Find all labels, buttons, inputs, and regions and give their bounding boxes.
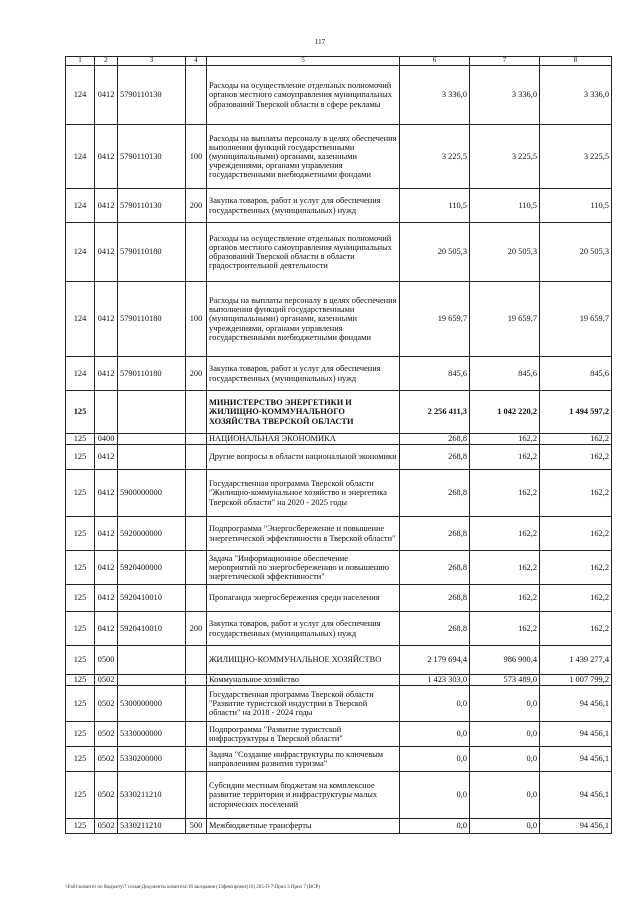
- cell-amount-col8: 94 456,1: [540, 722, 612, 747]
- cell-section-code: 0502: [95, 747, 118, 772]
- cell-amount-col6: 845,6: [400, 357, 470, 391]
- header-cell-8: 8: [540, 57, 612, 66]
- cell-expense-type: 500: [186, 819, 207, 834]
- cell-description: НАЦИОНАЛЬНАЯ ЭКОНОМИКА: [207, 434, 400, 445]
- table-row: [66, 612, 612, 646]
- cell-amount-col6: 2 256 411,3: [400, 391, 470, 434]
- cell-amount-col8: 162,2: [540, 585, 612, 612]
- cell-chapter-code: 125: [66, 772, 95, 819]
- table-row: [66, 551, 612, 585]
- cell-description: Расходы на осуществление отдельных полномочий органов местного самоуправления муниципальных образований Тверской области в сфере рекламы: [207, 66, 400, 125]
- cell-amount-col7: 162,2: [470, 585, 540, 612]
- cell-amount-col6: 3 336,0: [400, 66, 470, 125]
- table-row: [66, 819, 612, 834]
- table-row: [66, 125, 612, 189]
- cell-expense-type: [186, 551, 207, 585]
- table-row: [66, 646, 612, 675]
- table-row: [66, 470, 612, 517]
- cell-description: Расходы на выплаты персоналу в целях обеспечения выполнения функций государственными (муниципальными) органами, казенными учреждениями, органами управления государственными внебюджетными фондами: [207, 125, 400, 189]
- cell-target-article: 5920410010: [118, 612, 186, 646]
- cell-expense-type: 200: [186, 357, 207, 391]
- cell-expense-type: 100: [186, 125, 207, 189]
- cell-amount-col8: 1 439 277,4: [540, 646, 612, 675]
- cell-amount-col7: 3 336,0: [470, 66, 540, 125]
- cell-expense-type: [186, 747, 207, 772]
- table-row: [66, 223, 612, 282]
- cell-amount-col8: 94 456,1: [540, 819, 612, 834]
- cell-section-code: 0502: [95, 772, 118, 819]
- cell-description: Коммунальное хозяйство: [207, 675, 400, 686]
- cell-section-code: 0412: [95, 282, 118, 357]
- cell-chapter-code: 125: [66, 747, 95, 772]
- cell-amount-col7: 1 042 220,2: [470, 391, 540, 434]
- cell-chapter-code: 124: [66, 189, 95, 223]
- cell-chapter-code: 124: [66, 282, 95, 357]
- cell-amount-col7: 0,0: [470, 747, 540, 772]
- cell-amount-col6: 0,0: [400, 686, 470, 722]
- cell-amount-col7: 162,2: [470, 517, 540, 551]
- cell-amount-col8: 20 505,3: [540, 223, 612, 282]
- cell-section-code: 0412: [95, 66, 118, 125]
- cell-amount-col8: 3 336,0: [540, 66, 612, 125]
- cell-amount-col8: 162,2: [540, 612, 612, 646]
- cell-description: Задача "Информационное обеспечение мероприятий по энергосбережению и повышению энергетической эффективности": [207, 551, 400, 585]
- cell-target-article: [118, 675, 186, 686]
- cell-amount-col7: 0,0: [470, 722, 540, 747]
- cell-section-code: [95, 391, 118, 434]
- cell-amount-col6: 0,0: [400, 772, 470, 819]
- cell-description: Государственная программа Тверской области "Жилищно-коммунальное хозяйство и энергетика Тверской области" на 2020 - 2025 годы: [207, 470, 400, 517]
- cell-amount-col6: 3 225,5: [400, 125, 470, 189]
- cell-target-article: 5790110180: [118, 357, 186, 391]
- cell-amount-col8: 162,2: [540, 517, 612, 551]
- table-row: [66, 66, 612, 125]
- footer-file-path: \\Fa01\комитет по бюджету\7 созыв\Документы комитета\16 заседание (13фев\проект(16) 265-П-7\Прил 3 Прил 7 (ВСР): [65, 885, 320, 890]
- table-row: [66, 189, 612, 223]
- cell-section-code: 0400: [95, 434, 118, 445]
- cell-amount-col7: 845,6: [470, 357, 540, 391]
- budget-table: [65, 56, 612, 834]
- cell-amount-col7: 0,0: [470, 772, 540, 819]
- cell-chapter-code: 125: [66, 517, 95, 551]
- cell-expense-type: [186, 772, 207, 819]
- cell-section-code: 0412: [95, 585, 118, 612]
- cell-amount-col7: 0,0: [470, 819, 540, 834]
- cell-expense-type: 200: [186, 612, 207, 646]
- cell-expense-type: [186, 646, 207, 675]
- table-row: [66, 722, 612, 747]
- cell-amount-col7: 162,2: [470, 434, 540, 445]
- cell-expense-type: 200: [186, 189, 207, 223]
- cell-amount-col6: 20 505,3: [400, 223, 470, 282]
- cell-expense-type: [186, 722, 207, 747]
- cell-chapter-code: 125: [66, 585, 95, 612]
- table-row: [66, 686, 612, 722]
- cell-chapter-code: 124: [66, 66, 95, 125]
- cell-target-article: 5920000000: [118, 517, 186, 551]
- header-cell-5: 5: [207, 57, 400, 66]
- cell-target-article: 5920410010: [118, 585, 186, 612]
- cell-amount-col7: 3 225,5: [470, 125, 540, 189]
- cell-target-article: 5330000000: [118, 722, 186, 747]
- cell-description: Межбюджетные трансферты: [207, 819, 400, 834]
- cell-chapter-code: 125: [66, 819, 95, 834]
- cell-description: Расходы на осуществление отдельных полномочий органов местного самоуправления муниципальных образований Тверской области в области градостроительной деятельности: [207, 223, 400, 282]
- cell-amount-col7: 110,5: [470, 189, 540, 223]
- cell-amount-col7: 162,2: [470, 470, 540, 517]
- table-header: [66, 57, 612, 66]
- cell-amount-col8: 162,2: [540, 445, 612, 470]
- cell-chapter-code: 125: [66, 646, 95, 675]
- cell-chapter-code: 124: [66, 357, 95, 391]
- cell-section-code: 0412: [95, 612, 118, 646]
- cell-expense-type: [186, 686, 207, 722]
- header-cell-4: 4: [186, 57, 207, 66]
- cell-amount-col6: 0,0: [400, 747, 470, 772]
- cell-target-article: 5790110130: [118, 189, 186, 223]
- header-cell-2: 2: [95, 57, 118, 66]
- cell-amount-col6: 110,5: [400, 189, 470, 223]
- cell-target-article: 5300000000: [118, 686, 186, 722]
- cell-chapter-code: 125: [66, 445, 95, 470]
- cell-amount-col8: 94 456,1: [540, 747, 612, 772]
- cell-amount-col6: 268,8: [400, 585, 470, 612]
- cell-section-code: 0502: [95, 722, 118, 747]
- cell-expense-type: [186, 585, 207, 612]
- cell-amount-col7: 986 900,4: [470, 646, 540, 675]
- cell-target-article: 5330200000: [118, 747, 186, 772]
- cell-expense-type: [186, 66, 207, 125]
- cell-chapter-code: 124: [66, 125, 95, 189]
- header-cell-6: 6: [400, 57, 470, 66]
- table-row: [66, 391, 612, 434]
- cell-section-code: 0500: [95, 646, 118, 675]
- cell-amount-col8: 3 225,5: [540, 125, 612, 189]
- cell-amount-col8: 94 456,1: [540, 686, 612, 722]
- table-row: [66, 357, 612, 391]
- cell-amount-col8: 162,2: [540, 434, 612, 445]
- cell-chapter-code: 125: [66, 686, 95, 722]
- cell-section-code: 0502: [95, 819, 118, 834]
- cell-description: Пропаганда энергосбережения среди населения: [207, 585, 400, 612]
- cell-amount-col6: 0,0: [400, 819, 470, 834]
- cell-amount-col8: 845,6: [540, 357, 612, 391]
- cell-target-article: 5330211210: [118, 772, 186, 819]
- header-cell-7: 7: [470, 57, 540, 66]
- cell-section-code: 0412: [95, 517, 118, 551]
- table-row: [66, 445, 612, 470]
- header-cell-1: 1: [66, 57, 95, 66]
- cell-expense-type: [186, 445, 207, 470]
- cell-target-article: [118, 646, 186, 675]
- cell-description: Расходы на выплаты персоналу в целях обеспечения выполнения функций государственными (муниципальными) органами, казенными учреждениями, органами управления государственными внебюджетными фондами: [207, 282, 400, 357]
- cell-expense-type: [186, 517, 207, 551]
- page-number: 117: [314, 38, 326, 46]
- cell-amount-col6: 268,8: [400, 612, 470, 646]
- cell-description: Другие вопросы в области национальной экономики: [207, 445, 400, 470]
- cell-expense-type: [186, 434, 207, 445]
- cell-amount-col8: 94 456,1: [540, 772, 612, 819]
- cell-expense-type: [186, 391, 207, 434]
- cell-section-code: 0412: [95, 357, 118, 391]
- cell-amount-col8: 162,2: [540, 551, 612, 585]
- cell-section-code: 0412: [95, 125, 118, 189]
- cell-chapter-code: 124: [66, 223, 95, 282]
- cell-description: Задача "Создание инфраструктуры по ключевым направлениям развития туризма": [207, 747, 400, 772]
- cell-amount-col8: 1 494 597,2: [540, 391, 612, 434]
- table-body: [66, 66, 612, 834]
- cell-target-article: 5900000000: [118, 470, 186, 517]
- cell-target-article: 5790110180: [118, 282, 186, 357]
- cell-target-article: [118, 445, 186, 470]
- table-row: [66, 517, 612, 551]
- header-row: [66, 57, 612, 66]
- cell-section-code: 0412: [95, 445, 118, 470]
- cell-target-article: 5330211210: [118, 819, 186, 834]
- cell-section-code: 0502: [95, 686, 118, 722]
- cell-amount-col6: 268,8: [400, 551, 470, 585]
- cell-target-article: 5790110130: [118, 66, 186, 125]
- cell-amount-col6: 0,0: [400, 722, 470, 747]
- cell-amount-col6: 268,8: [400, 445, 470, 470]
- cell-expense-type: 100: [186, 282, 207, 357]
- table-row: [66, 585, 612, 612]
- cell-chapter-code: 125: [66, 551, 95, 585]
- cell-amount-col6: 19 659,7: [400, 282, 470, 357]
- cell-target-article: 5920400000: [118, 551, 186, 585]
- cell-amount-col7: 20 505,3: [470, 223, 540, 282]
- header-cell-3: 3: [118, 57, 186, 66]
- cell-section-code: 0502: [95, 675, 118, 686]
- cell-amount-col6: 1 423 303,0: [400, 675, 470, 686]
- cell-chapter-code: 125: [66, 470, 95, 517]
- cell-expense-type: [186, 675, 207, 686]
- cell-description: Закупка товаров, работ и услуг для обеспечения государственных (муниципальных) нужд: [207, 612, 400, 646]
- cell-section-code: 0412: [95, 551, 118, 585]
- cell-description: Закупка товаров, работ и услуг для обеспечения государственных (муниципальных) нужд: [207, 357, 400, 391]
- cell-amount-col8: 1 007 799,2: [540, 675, 612, 686]
- cell-amount-col7: 162,2: [470, 612, 540, 646]
- cell-description: ЖИЛИЩНО-КОММУНАЛЬНОЕ ХОЗЯЙСТВО: [207, 646, 400, 675]
- cell-amount-col7: 573 489,0: [470, 675, 540, 686]
- cell-section-code: 0412: [95, 470, 118, 517]
- cell-description: Закупка товаров, работ и услуг для обеспечения государственных (муниципальных) нужд: [207, 189, 400, 223]
- cell-amount-col6: 268,8: [400, 470, 470, 517]
- cell-amount-col7: 162,2: [470, 551, 540, 585]
- cell-target-article: 5790110130: [118, 125, 186, 189]
- cell-amount-col7: 162,2: [470, 445, 540, 470]
- cell-expense-type: [186, 470, 207, 517]
- cell-chapter-code: 125: [66, 434, 95, 445]
- cell-target-article: [118, 391, 186, 434]
- cell-expense-type: [186, 223, 207, 282]
- table-row: [66, 434, 612, 445]
- cell-description: Подпрограмма "Энергосбережение и повышение энергетической эффективности в Тверской области": [207, 517, 400, 551]
- cell-section-code: 0412: [95, 223, 118, 282]
- table-row: [66, 772, 612, 819]
- cell-chapter-code: 125: [66, 391, 95, 434]
- cell-section-code: 0412: [95, 189, 118, 223]
- cell-amount-col6: 2 179 694,4: [400, 646, 470, 675]
- table-row: [66, 282, 612, 357]
- cell-chapter-code: 125: [66, 722, 95, 747]
- cell-amount-col8: 19 659,7: [540, 282, 612, 357]
- cell-description: Подпрограмма "Развитие туристской инфраструктуры в Тверской области": [207, 722, 400, 747]
- table-row: [66, 675, 612, 686]
- cell-description: Субсидии местным бюджетам на комплексное развитие территории и инфраструктуры малых исторических поселений: [207, 772, 400, 819]
- cell-amount-col6: 268,8: [400, 434, 470, 445]
- cell-description: Государственная программа Тверской области "Развитие туристской индустрии в Тверской области" на 2018 - 2024 годы: [207, 686, 400, 722]
- cell-chapter-code: 125: [66, 612, 95, 646]
- cell-amount-col8: 110,5: [540, 189, 612, 223]
- table-row: [66, 747, 612, 772]
- cell-amount-col8: 162,2: [540, 470, 612, 517]
- cell-chapter-code: 125: [66, 675, 95, 686]
- cell-amount-col7: 19 659,7: [470, 282, 540, 357]
- cell-target-article: [118, 434, 186, 445]
- cell-amount-col6: 268,8: [400, 517, 470, 551]
- cell-amount-col7: 0,0: [470, 686, 540, 722]
- cell-target-article: 5790110180: [118, 223, 186, 282]
- cell-description: МИНИСТЕРСТВО ЭНЕРГЕТИКИ И ЖИЛИЩНО-КОММУНАЛЬНОГО ХОЗЯЙСТВА ТВЕРСКОЙ ОБЛАСТИ: [207, 391, 400, 434]
